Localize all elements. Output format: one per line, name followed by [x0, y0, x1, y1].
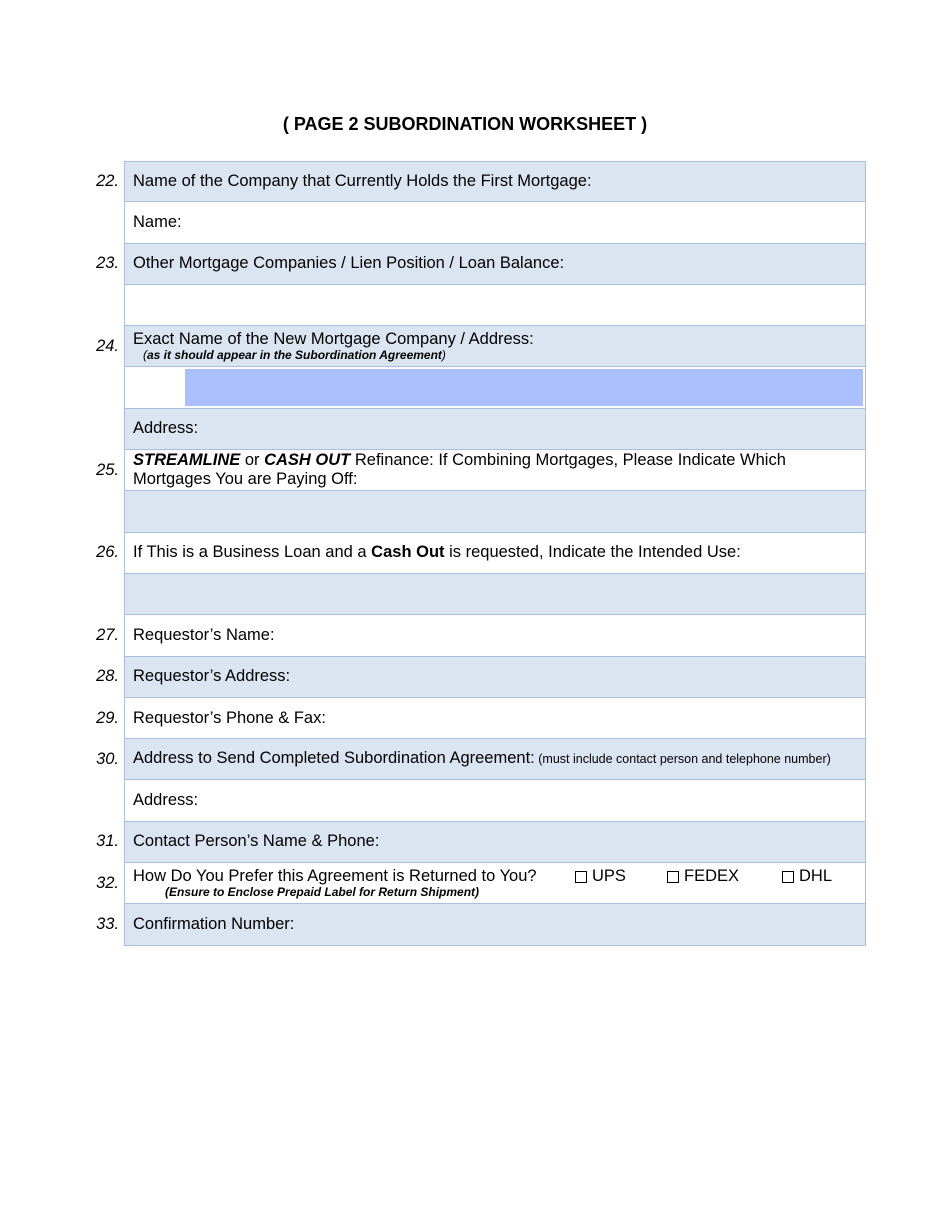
- row-number: 31.: [96, 832, 119, 851]
- field-label: Address:: [133, 419, 199, 438]
- option-label: UPS: [592, 867, 626, 886]
- row-number: 25.: [96, 460, 119, 479]
- row-number: 30.: [96, 749, 119, 768]
- cash-out-text: CASH OUT: [264, 451, 351, 470]
- row-number: 29.: [96, 708, 119, 727]
- page-title: ( PAGE 2 SUBORDINATION WORKSHEET ): [282, 114, 648, 134]
- row-label: Requestor’s Phone & Fax:: [133, 708, 326, 727]
- row-number: 26.: [96, 543, 119, 562]
- row-33[interactable]: [96, 904, 866, 945]
- row-label: [133, 749, 865, 769]
- row-label: [133, 543, 865, 562]
- row-label: Confirmation Number:: [133, 914, 295, 933]
- subordination-form: [96, 161, 866, 946]
- row-25-answer-field[interactable]: [124, 491, 866, 532]
- row-label: Exact Name of the New Mortgage Company / Address:: [133, 330, 534, 349]
- row-27[interactable]: [96, 615, 866, 656]
- row-number: 24.: [96, 336, 119, 355]
- option-dhl[interactable]: [782, 867, 832, 886]
- row-label: Requestor’s Address:: [133, 667, 291, 686]
- option-ups[interactable]: [575, 867, 667, 886]
- row-label: [133, 451, 865, 489]
- row-23: [96, 244, 866, 285]
- or-text: or: [240, 451, 265, 470]
- refinance-text: Refinance: If Combining Mortgages, Please Indicate Which Mortgages You are Paying Off:: [133, 451, 786, 489]
- row-31[interactable]: [96, 822, 866, 863]
- row-24: [96, 326, 866, 367]
- row-label: Other Mortgage Companies / Lien Position / Loan Balance:: [133, 254, 565, 273]
- row-number: 32.: [96, 873, 119, 892]
- option-fedex[interactable]: [667, 867, 782, 886]
- row-number: 33.: [96, 914, 119, 933]
- note-open-paren: (: [143, 348, 147, 363]
- label-main: Address to Send Completed Subordination Agreement:: [133, 749, 535, 768]
- row-26-answer-field[interactable]: [124, 574, 866, 615]
- label-pre: If This is a Business Loan and a: [133, 543, 372, 562]
- row-29[interactable]: [96, 698, 866, 739]
- row-23-answer-field[interactable]: [124, 285, 866, 326]
- row-30: [96, 739, 866, 780]
- streamline-text: STREAMLINE: [133, 451, 241, 470]
- field-label: Address:: [133, 791, 199, 810]
- row-note: [143, 349, 865, 362]
- note-text: as it should appear in the Subordination Agreement: [147, 348, 442, 363]
- row-22: [96, 161, 866, 202]
- row-22-name-field[interactable]: [124, 202, 866, 243]
- row-label: Requestor’s Name:: [133, 625, 275, 644]
- field-label: Name:: [133, 212, 182, 231]
- row-label: Contact Person’s Name & Phone:: [133, 832, 380, 851]
- dhl-checkbox[interactable]: [782, 871, 794, 883]
- row-number: 28.: [96, 667, 119, 686]
- row-32: [96, 863, 866, 904]
- row-number: 27.: [96, 625, 119, 644]
- row-24-address-field[interactable]: [124, 409, 866, 450]
- row-26: [96, 533, 866, 574]
- row-note: (Ensure to Enclose Prepaid Label for Return Shipment): [165, 885, 480, 900]
- cash-out-text: Cash Out: [371, 543, 445, 562]
- row-25: [96, 450, 866, 491]
- return-method-line: [133, 867, 865, 886]
- fedex-checkbox[interactable]: [667, 871, 679, 883]
- row-label: How Do You Prefer this Agreement is Returned to You?: [133, 867, 537, 886]
- row-28[interactable]: [96, 657, 866, 698]
- row-label: Name of the Company that Currently Holds the First Mortgage:: [133, 172, 592, 191]
- label-post: is requested, Indicate the Intended Use:: [444, 543, 741, 562]
- label-note: (must include contact person and telephone number): [534, 752, 831, 767]
- option-label: DHL: [799, 867, 833, 886]
- row-number: 22.: [96, 172, 119, 191]
- note-close-paren: ): [441, 348, 446, 363]
- ups-checkbox[interactable]: [575, 871, 587, 883]
- row-30-address-field[interactable]: [124, 780, 866, 821]
- name-input[interactable]: [185, 369, 863, 405]
- row-24-name-field[interactable]: [124, 367, 866, 408]
- option-label: FEDEX: [684, 867, 740, 886]
- row-number: 23.: [96, 254, 119, 273]
